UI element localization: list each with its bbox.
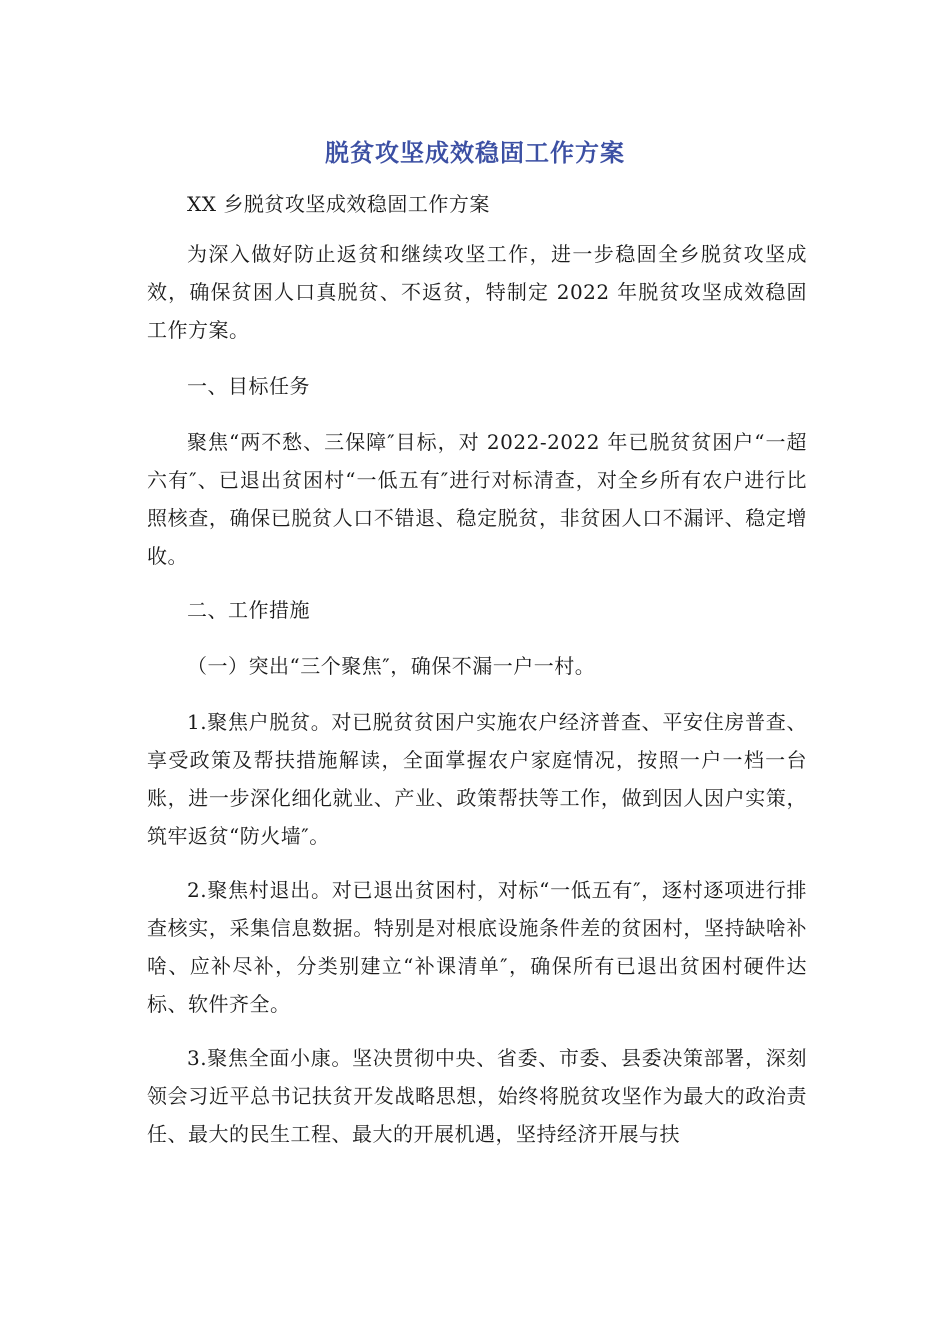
document-subtitle: XX 乡脱贫攻坚成效稳固工作方案 bbox=[187, 192, 490, 216]
section-heading-goals: 一、目标任务 bbox=[187, 374, 310, 398]
paragraph-goals: 聚焦“两不愁、三保障″目标，对 2022-2022 年已脱贫贫困户“一超六有″、已退出贫困村“一低五有″进行对标清查，对全乡所有农户进行比照核查，确保已脱贫人口不错退、稳定脱贫，非贫困人口不漏评、稳定增收。 bbox=[147, 430, 807, 568]
paragraph-intro: 为深入做好防止返贫和继续攻坚工作，进一步稳固全乡脱贫攻坚成效，确保贫困人口真脱贫、不返贫，特制定 2022 年脱贫攻坚成效稳固工作方案。 bbox=[147, 242, 807, 342]
section-heading-measures: 二、工作措施 bbox=[187, 598, 310, 622]
paragraph-focus-villages: 2.聚焦村退出。对已退出贫困村，对标“一低五有″，逐村逐项进行排查核实，采集信息数据。特别是对根底设施条件差的贫困村，坚持缺啥补啥、应补尽补，分类别建立“补课清单″，确保所有已退出贫困村硬件达标、软件齐全。 bbox=[147, 878, 807, 1016]
paragraph-focus-households: 1.聚焦户脱贫。对已脱贫贫困户实施农户经济普查、平安住房普查、享受政策及帮扶措施解读，全面掌握农户家庭情况，按照一户一档一台账，进一步深化细化就业、产业、政策帮扶等工作，做到因人因户实策，筑牢返贫“防火墙″。 bbox=[147, 710, 807, 848]
subsection-heading-three-focus: （一）突出“三个聚焦″，确保不漏一户一村。 bbox=[187, 654, 596, 678]
paragraph-focus-prosperity: 3.聚焦全面小康。坚决贯彻中央、省委、市委、县委决策部署，深刻领会习近平总书记扶贫开发战略思想，始终将脱贫攻坚作为最大的政治责任、最大的民生工程、最大的开展机遇，坚持经济开展与扶 bbox=[147, 1046, 807, 1146]
document-title: 脱贫攻坚成效稳固工作方案 bbox=[325, 139, 625, 167]
